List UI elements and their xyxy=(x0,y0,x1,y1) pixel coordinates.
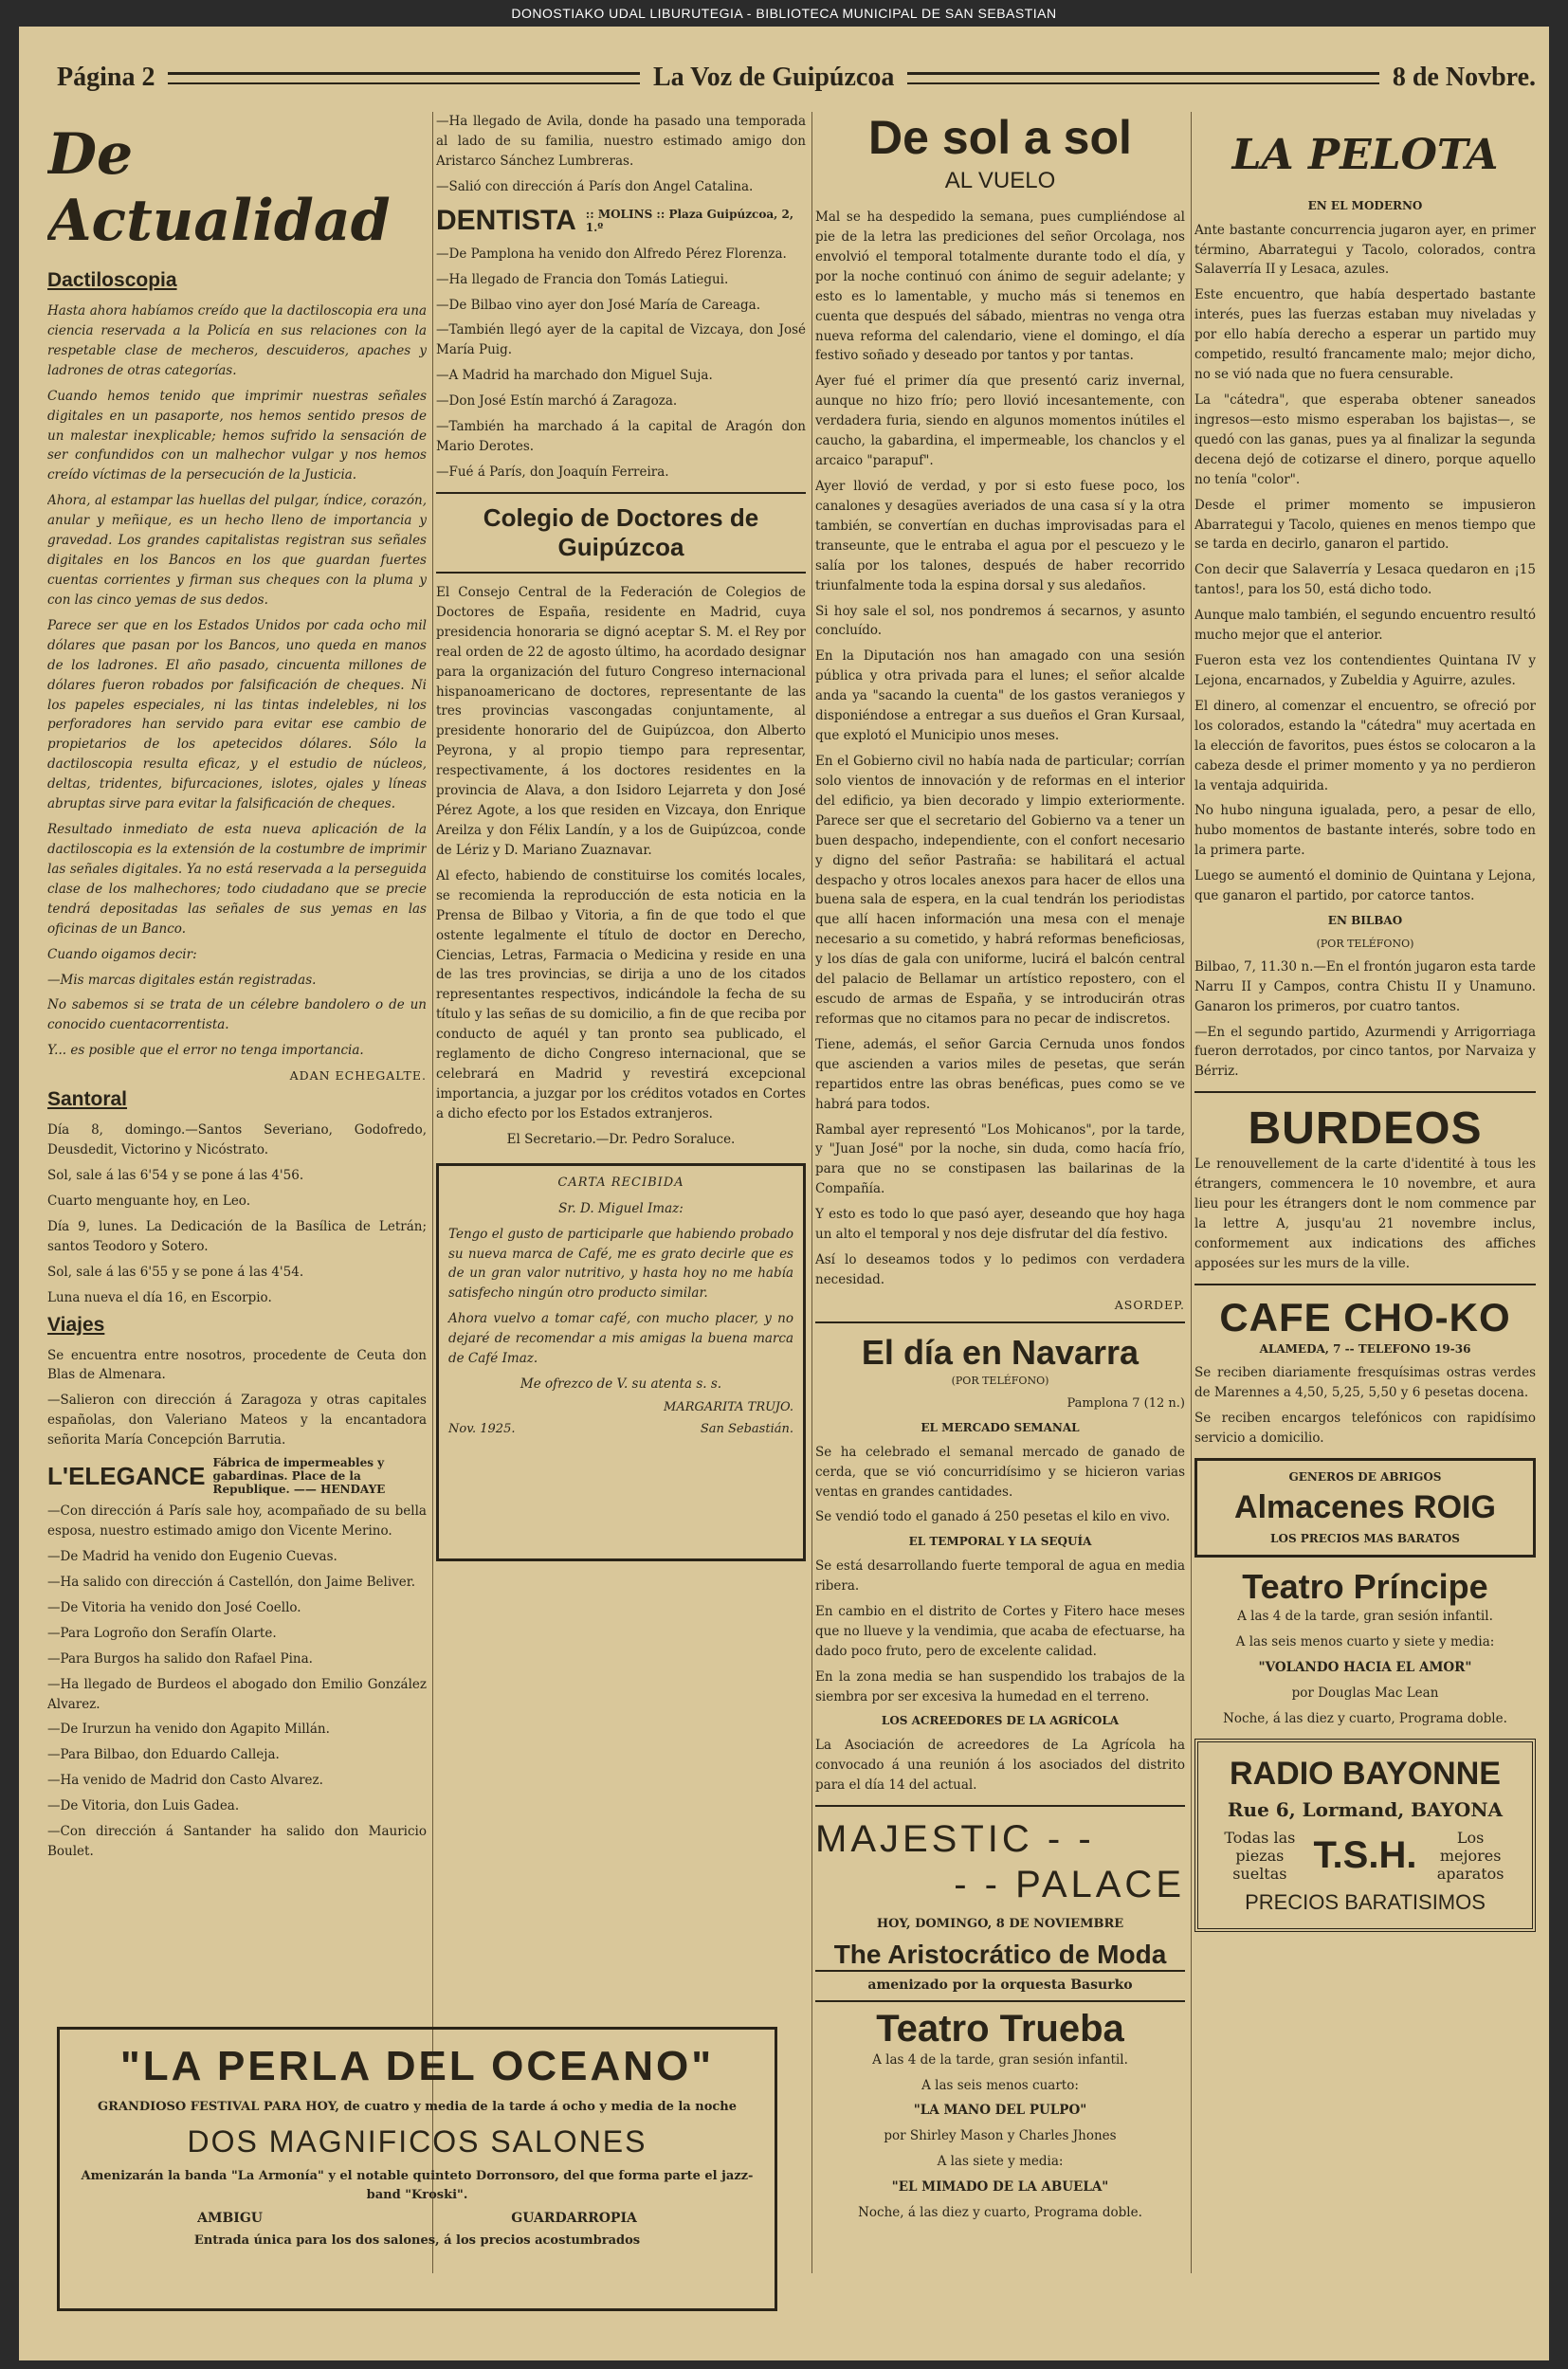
paragraph: —Ha llegado de Francia don Tomás Latiegui. xyxy=(436,271,729,287)
column-2 xyxy=(436,112,806,1998)
paragraph: Me ofrezco de V. su atenta s. s. xyxy=(520,1376,722,1393)
section-title-dactiloscopia: Dactiloscopia xyxy=(47,269,177,291)
divider xyxy=(436,572,806,574)
paragraph: —También llegó ayer de la capital de Vizcaya, don José María Puig. xyxy=(436,322,806,358)
newspaper-page xyxy=(19,27,1549,2360)
paragraph: En la Diputación nos han amagado con una sesión pública y otra privada para el lunes; el señor alcalde anda ya "sacando la cuenta" de los gastos veraniegos y disponiéndose a entregar a sus dueños el Gran Kursaal, que explotó el Municipio unos meses. xyxy=(815,648,1185,744)
paragraph: Se vendió todo el ganado á 250 pesetas el kilo en vivo. xyxy=(815,1509,1171,1525)
perla-salones: DOS MAGNIFICOS SALONES xyxy=(187,2124,647,2159)
page-number: Página 2 xyxy=(57,63,155,92)
paragraph: Se reciben diariamente fresquísimas ostras verdes de Marennes a 4,50, 5,25, 5,50 y 6 pesetas docena. xyxy=(1194,1365,1536,1401)
cafe-choko-title: CAFE CHO-KO xyxy=(1219,1294,1511,1339)
paragraph: Noche, á las diez y cuarto, Programa doble. xyxy=(858,2205,1142,2221)
guardarropia-label: GUARDARROPIA xyxy=(511,2211,637,2227)
perla-services xyxy=(73,2211,761,2226)
paragraph: Ahora vuelvo a tomar café, con mucho placer, y no dejaré de recomendar a mis amigas la buena marca de Café Imaz. xyxy=(448,1311,793,1367)
carta-signature: MARGARITA TRUJO. xyxy=(664,1400,793,1415)
navarra-title: El día en Navarra xyxy=(861,1332,1140,1372)
paragraph: Le renouvellement de la carte d'identité à tous les étrangers, commencera le 10 novembre, et aura lieu pour les étrangers dont le nom commence par la lettre A, jusqu'au 21 novembre inclus, conformement aux indications des affiches apposées sur les murs de la ville. xyxy=(1194,1157,1536,1271)
paragraph: No hubo ninguna igualada, pero, a pesar de ello, hubo momentos de bastante interés, sobre todo en la primera parte. xyxy=(1194,803,1536,859)
paragraph: —Mis marcas digitales están registradas. xyxy=(47,972,317,988)
de-sol-a-sol-title: De sol a sol xyxy=(868,112,1132,164)
paragraph: —Para Bilbao, don Eduardo Calleja. xyxy=(47,1747,280,1763)
archive-banner: DONOSTIAKO UDAL LIBURUTEGIA - BIBLIOTECA MUNICIPAL DE SAN SEBASTIAN xyxy=(511,6,1057,21)
paragraph: Rambal ayer representó "Los Mohicanos", por la tarde, y "Juan José" por la noche, sin duda, como hacía frío, para que no se constipasen las bailarinas de la Compañía. xyxy=(815,1121,1185,1197)
radio-right-text: Los mejores aparatos xyxy=(1436,1828,1504,1883)
trueba-title: Teatro Trueba xyxy=(876,2007,1124,2050)
divider xyxy=(1194,1091,1536,1093)
paragraph: Este encuentro, que había despertado bastante interés, pues las fuerzas estaban muy niveladas y por ello había derecho a esperar un partido muy competido, resultó francamente malo; mejor dicho, no se vió nada que no fuera censurable. xyxy=(1194,287,1536,383)
paragraph: En cambio en el distrito de Cortes y Fitero hace meses que no llueve y la vendimia, que acaba de efectuarse, ha dado poco fruto, pero de excelente calidad. xyxy=(815,1603,1185,1659)
carta-date: Nov. 1925. xyxy=(448,1422,516,1437)
paragraph: —Ha llegado de Burdeos el abogado don Emilio González Alvarez. xyxy=(47,1676,427,1712)
column-1 xyxy=(47,112,427,1998)
elegance-logo: L'ELEGANCE xyxy=(47,1461,206,1490)
dentista-title: DENTISTA xyxy=(436,204,576,236)
radio-bayonne-ad xyxy=(1194,1739,1536,1932)
paragraph: Al efecto, habiendo de constituirse los comités locales, se recomienda la reproducción de esta noticia en la Prensa de Bilbao y Vitoria, a fin de que todo el que ostente legalmente el título de doctor en Derecho, Ciencias, Letras, Farmacia o Medicina y reside en una de las tres provincias, se dirija a uno de los citados representantes respectivos, indicándole la fecha de su título y las señas de su domicilio, a fin de que reciba por conducto de aquél y tan pronto sea publicado, el reglamento de dicho Congreso internacional, que se celebrará en Madrid y revestirá excepcional importancia, a juzgar por los créditos votados en Cortes a dicho efecto por los Estados extranjeros. xyxy=(436,867,806,1121)
film-title: "LA MANO DEL PULPO" xyxy=(913,2103,1087,2119)
paragraph: Se reciben encargos telefónicos con rapidísimo servicio a domicilio. xyxy=(1194,1411,1536,1447)
column-3 xyxy=(815,112,1185,2359)
paragraph: —De Madrid ha venido don Eugenio Cuevas. xyxy=(47,1549,337,1565)
elegance-text: Fábrica de impermeables y gabardinas. Place de la Republique. —— HENDAYE xyxy=(212,1456,386,1497)
issue-date: 8 de Novbre. xyxy=(1392,63,1537,92)
paragraph: Sol, sale á las 6'54 y se pone á las 4'56. xyxy=(47,1168,304,1184)
paragraph: —También ha marchado á la capital de Aragón don Mario Derotes. xyxy=(436,419,806,455)
radio-bottom-text: PRECIOS BARATISIMOS xyxy=(1245,1889,1486,1914)
paragraph: —Salieron con dirección á Zaragoza y otras capitales españolas, don Valeriano Mateos y la encantadora señorita María Concepción Barrutia. xyxy=(47,1393,427,1449)
paragraph: Aunque malo también, el segundo encuentro resultó mucho mejor que el anterior. xyxy=(1194,608,1536,644)
navarra-subhead: LOS ACREEDORES DE LA AGRÍCOLA xyxy=(881,1714,1120,1728)
section-subhead: EN BILBAO xyxy=(1327,914,1403,928)
radio-left-text: Todas las piezas sueltas xyxy=(1224,1828,1296,1883)
divider xyxy=(436,492,806,494)
paragraph: Parece ser que en los Estados Unidos por cada ocho mil dólares que pasan por los Bancos, uno queda en manos de los ladrones. El año pasado, cincuenta millones de dólares fueron robados por falsificación de cheques. Ni los papeles especiales, ni las tintas indelebles, ni los perforadores han servido para evitar ese cambio de propietarios de los apetecidos dólares. Sólo la dactiloscopia resulta eficaz, y el estudio de núcleos, deltas, tridentes, bifurcaciones, islotes, ojales y líneas abruptas sirve para evitar la falsificación de cheques. xyxy=(47,617,427,812)
paragraph: El dinero, al comenzar el encuentro, se ofreció por los colorados, estando la "cátedra" muy acertada en la elección de favoritos, pues éstos se colocaron a la cabeza desde el primer momento y ya no perdieron la ventaja adquirida. xyxy=(1194,698,1536,793)
paragraph: Cuarto menguante hoy, en Leo. xyxy=(47,1193,250,1209)
paragraph: En el Gobierno civil no había nada de particular; corrían solo vientos de innovación y de reformas en el interior del edificio, ya bien decorado y limpio exteriormente. Parece ser que el secretario del Gobierno va a tener un buen despacho, independiente, con el confort necesario y digno del señor Pastraña: se habilitará el actual despacho y otros locales anexos para hacer de ellos una buena sala de espera, en la cual tendrán los periodistas que allí hacen información una mesa con el menaje necesario a su cometido, y habrá reformas beneficiosas, y los días de gala con uniforme, lucirá el balcón central del palacio de Bellamar un artístico repostero, con el escudo de armas de España, y se introducirán otras reformas que no citamos para no pecar de indiscretos. xyxy=(815,753,1185,1027)
paragraph: Cuando oigamos decir: xyxy=(47,946,197,962)
newspaper-title: La Voz de Guipúzcoa xyxy=(652,63,895,92)
paragraph: —De Bilbao vino ayer don José María de Careaga. xyxy=(436,297,760,313)
paragraph: —Fué á París, don Joaquín Ferreira. xyxy=(436,464,669,480)
paragraph: por Shirley Mason y Charles Jhones xyxy=(884,2128,1117,2144)
radio-address: Rue 6, Lormand, BAYONA xyxy=(1227,1797,1504,1821)
paragraph: —De Irurzun ha venido don Agapito Millán. xyxy=(47,1722,330,1738)
paragraph: —Ha llegado de Avila, donde ha pasado una temporada al lado de su familia, nuestro estimado amigo don Aristarco Sánchez Lumbreras. xyxy=(436,114,806,169)
section-subhead: EN EL MODERNO xyxy=(1307,199,1423,212)
paragraph: Ahora, al estampar las huellas del pulgar, índice, corazón, anular y meñique, es un hecho lleno de importancia y gravedad. Los grandes capitalistas registran sus señales digitales en los Bancos en los que guardan fuertes cuentas corrientes y firman sus cheques con la pluma y con las cinco yemas de sus dedos. xyxy=(47,493,427,608)
paragraph: Bilbao, 7, 11.30 n.—En el frontón jugaron esta tarde Narru II y Campos, contra Chistu II y Unamuno. Ganaron los primeros, por cuatro tantos. xyxy=(1194,958,1536,1014)
paragraph: Fueron esta vez los contendientes Quintana IV y Lejona, encarnados, y Zubeldia y Aguirre, azules. xyxy=(1194,653,1536,688)
secretary-signature: El Secretario.—Dr. Pedro Soraluce. xyxy=(506,1131,736,1147)
divider xyxy=(815,1805,1185,1807)
header-rule xyxy=(907,72,1379,84)
navarra-tel: (POR TELÉFONO) xyxy=(951,1374,1049,1387)
roig-bottom-text: LOS PRECIOS MAS BARATOS xyxy=(1270,1532,1460,1546)
majestic-date: HOY, DOMINGO, 8 DE NOVIEMBRE xyxy=(876,1916,1124,1931)
navarra-date: Pamplona 7 (12 n.) xyxy=(1067,1395,1185,1411)
paragraph: Y... es posible que el error no tenga importancia. xyxy=(47,1043,364,1059)
paragraph: A las seis menos cuarto y siete y media: xyxy=(1235,1634,1495,1649)
paragraph: Noche, á las diez y cuarto, Programa doble. xyxy=(1223,1710,1507,1726)
paragraph: —Ha salido con dirección á Castellón, don Jaime Beliver. xyxy=(47,1574,416,1590)
paragraph: Día 9, lunes. La Dedicación de la Basílica de Letrán; santos Teodoro y Sotero. xyxy=(47,1218,427,1254)
ambigu-label: AMBIGU xyxy=(197,2211,264,2227)
carta-footer xyxy=(448,1422,793,1436)
column-4 xyxy=(1194,112,1536,2359)
column-rule xyxy=(811,112,812,2273)
paragraph: Se encuentra entre nosotros, procedente de Ceuta don Blas de Almenara. xyxy=(47,1347,427,1383)
paragraph: —Ha venido de Madrid don Casto Alvarez. xyxy=(47,1773,323,1789)
radio-title: RADIO BAYONNE xyxy=(1230,1755,1501,1792)
principe-title: Teatro Príncipe xyxy=(1242,1567,1488,1607)
paragraph: Tiene, además, el señor Garcia Cernuda unos fondos que ascienden a varios miles de pesetas, que serán repartidos entre las obras benéficas, pues como se ve habrá para todos. xyxy=(815,1036,1185,1112)
burdeos-title: BURDEOS xyxy=(1248,1103,1483,1155)
de-actualidad-logo: De Actualidad xyxy=(47,121,391,254)
divider xyxy=(1194,1284,1536,1285)
film-title: "VOLANDO HACIA EL AMOR" xyxy=(1258,1659,1472,1675)
section-title-viajes: Viajes xyxy=(47,1313,105,1336)
paragraph: No sabemos si se trata de un célebre bandolero o de un conocido cuentacorrentista. xyxy=(47,997,427,1033)
roig-top-text: GENEROS DE ABRIGOS xyxy=(1288,1470,1442,1485)
paragraph: Resultado inmediato de esta nueva aplicación de la dactiloscopia es la extensión de la costumbre de imprimir las señales digitales. Ya no está reservada a la perseguida clase de los malhechores; todo ciudadano que se precie tendrá depositadas las señales de sus yemas en las oficinas de un Banco. xyxy=(47,822,427,937)
paragraph: Se está desarrollando fuerte temporal de agua en media ribera. xyxy=(815,1558,1185,1594)
paragraph: Si hoy sale el sol, nos pondremos á secarnos, y asunto concluído. xyxy=(815,603,1185,639)
almacenes-roig-ad xyxy=(1194,1458,1536,1558)
paragraph: —Don José Estín marchó á Zaragoza. xyxy=(436,393,678,410)
author-signature: ADAN ECHEGALTE. xyxy=(289,1068,427,1084)
paragraph: Cuando hemos tenido que imprimir nuestras señales digitales en un pasaporte, nos hemos sentido presos de un malestar inexplicable; hemos sufrido la sensación de ser confundidos con un malhechor vulgar y nos hemos creído víctimas de la persecución de la Justicia. xyxy=(47,388,427,483)
colegio-title: Colegio de Doctores de Guipúzcoa xyxy=(483,502,759,561)
dentista-ad xyxy=(436,205,806,237)
paragraph: Ante bastante concurrencia jugaron ayer, en primer término, Abarrategui y Tacolo, colorados, contra Salaverría II y Lesaca, azules. xyxy=(1194,222,1536,278)
paragraph: Ayer fué el primer día que presentó cariz invernal, aunque no hizo frío; pero llovió incesantemente, con verdadera furia, siendo en algunos momentos inútiles el caucho, la gabardina, el impermeable, los chanclos y el arcaico "parapuf". xyxy=(815,374,1185,469)
paragraph: A las 4 de la tarde, gran sesión infantil. xyxy=(1237,1609,1493,1625)
paragraph: Día 8, domingo.—Santos Severiano, Godofredo, Deusdedit, Victorino y Nicóstrato. xyxy=(47,1122,427,1158)
cafe-address: ALAMEDA, 7 -- TELEFONO 19-36 xyxy=(1259,1341,1471,1356)
page-header xyxy=(57,59,1536,97)
paragraph: —De Pamplona ha venido don Alfredo Pérez Florenza. xyxy=(436,246,787,262)
author-signature: ASORDEP. xyxy=(1114,1297,1185,1312)
dentista-address: :: MOLINS :: Plaza Guipúzcoa, 2, 1.º xyxy=(585,207,794,234)
paragraph: —De Vitoria ha venido don José Coello. xyxy=(47,1599,301,1615)
paragraph: —De Vitoria, don Luis Gadea. xyxy=(47,1798,240,1814)
paragraph: Desde el primer momento se impusieron Abarrategui y Tacolo, quienes en menos tiempo que se tarda en decirlo, ganaron el partido. xyxy=(1194,497,1536,553)
paragraph: A las 4 de la tarde, gran sesión infantil. xyxy=(872,2051,1128,2068)
roig-title: Almacenes ROIG xyxy=(1234,1489,1496,1526)
paragraph: —Con dirección á París sale hoy, acompañado de su bella esposa, nuestro estimado amigo don Vicente Merino. xyxy=(47,1503,427,1540)
paragraph: —En el segundo partido, Azurmendi y Arrigorriaga fueron derrotados, por cinco tantos, por Narvaiza y Bérriz. xyxy=(1194,1024,1536,1080)
paragraph: La Asociación de acreedores de La Agrícola ha convocado á una reunión á los asociados del distrito para el día 14 del actual. xyxy=(815,1738,1185,1793)
tsh-logo: T.S.H. xyxy=(1313,1833,1417,1876)
paragraph: Y esto es todo lo que pasó ayer, deseando que hoy haga un alto el temporal y nos deje disfrutar del día festivo. xyxy=(815,1207,1185,1243)
carta-title: CARTA RECIBIDA xyxy=(557,1175,684,1190)
majestic-show: The Aristocrático de Moda xyxy=(833,1939,1167,1969)
column-rule xyxy=(432,112,433,2273)
paragraph: Luego se aumentó el dominio de Quintana y Lejona, que ganaron el partido, por catorce tantos. xyxy=(1194,868,1536,904)
paragraph: Amenizarán la banda "La Armonía" y el notable quinteto Dorronsoro, del que forma parte el jazz-band "Kroski". xyxy=(81,2169,754,2203)
majestic-line-2: - - PALACE xyxy=(954,1863,1185,1905)
carta-recibida-box xyxy=(436,1163,806,1561)
column-rule xyxy=(1191,112,1192,2273)
carta-recipient: Sr. D. Miguel Imaz: xyxy=(558,1200,684,1216)
paragraph: —A Madrid ha marchado don Miguel Suja. xyxy=(436,368,713,384)
paragraph: Tengo el gusto de participarle que habiendo probado su nueva marca de Café, me es grato decirle que es de un gran valor nutritivo, y hasta hoy no me había satisfecho ningún otro producto similar. xyxy=(448,1226,793,1302)
divider xyxy=(815,1321,1185,1323)
radio-middle xyxy=(1212,1829,1519,1883)
navarra-subhead: EL TEMPORAL Y LA SEQUÍA xyxy=(908,1535,1092,1549)
paragraph: Así lo deseamos todos y lo pedimos con verdadera necesidad. xyxy=(815,1252,1185,1288)
paragraph: por Douglas Mac Lean xyxy=(1291,1685,1439,1701)
paragraph: Con decir que Salaverría y Lesaca quedaron en ¡15 tantos!, para los 50, está dicho todo. xyxy=(1194,562,1536,598)
la-pelota-logo: LA PELOTA xyxy=(1231,130,1499,179)
paragraph: Ayer llovió de verdad, y por si esto fuese poco, los canalones y desagües averiados de una casa sí y la otra también, se convertían en duchas improvisadas para el transeunte, que le entraba el agua por el pescuezo y le salía por los talones, después de haber recorrido triunfalmente toda la espina dorsal y sus aledaños. xyxy=(815,478,1185,593)
header-rule xyxy=(168,72,640,84)
paragraph: Hasta ahora habíamos creído que la dactiloscopia era una ciencia reservada a la Policía en sus relaciones con la respetable clase de mecheros, descuideros, apaches y ladrones de otras categorías. xyxy=(47,303,427,378)
section-title-santoral: Santoral xyxy=(47,1088,128,1111)
elegance-ad xyxy=(47,1456,427,1496)
majestic-band: amenizado por la orquesta Basurko xyxy=(815,1970,1185,2002)
paragraph: A las siete y media: xyxy=(937,2154,1064,2170)
paragraph: La "cátedra", que esperaba obtener saneados ingresos—esto mismo esperaban los bajistas—, se quedó con las ganas, pues ya al finalizar la segunda decena dejó de cotizarse el dinero, porque aquello no tenía "color". xyxy=(1194,392,1536,487)
section-subhead: (POR TELÉFONO) xyxy=(1316,937,1414,950)
al-vuelo-subtitle: AL VUELO xyxy=(944,168,1056,193)
la-perla-ad xyxy=(57,2027,777,2311)
paragraph: Se ha celebrado el semanal mercado de ganado de cerda, que se vió concurridísimo y se hicieron varias ventas en grandes cantidades. xyxy=(815,1444,1185,1500)
paragraph: Mal se ha despedido la semana, pues cumpliéndose al pie de la letra las prediciones del señor Orcolaga, nos envolvió el temporal totalmente durante todo el día, y por la noche continuó con ánimo de seguir adelante; y esto es lo lamentable, y mucho más si tenemos en cuenta que después del sábado, mientras no venga otra nueva reforma del calendario, viene el domingo, el día festivo soñado y deseado por tantos y por tantas. xyxy=(815,210,1185,364)
film-title: "EL MIMADO DE LA ABUELA" xyxy=(891,2179,1109,2196)
paragraph: En la zona media se han suspendido los trabajos de la siembra por ser excesiva la humedad en el terreno. xyxy=(815,1668,1185,1704)
majestic-line-1: MAJESTIC - - xyxy=(815,1817,1095,1860)
paragraph: Entrada única para los dos salones, á los precios acostumbrados xyxy=(193,2233,641,2249)
paragraph: Luna nueva el día 16, en Escorpio. xyxy=(47,1289,272,1305)
navarra-subhead: EL MERCADO SEMANAL xyxy=(921,1421,1080,1435)
paragraph: —Para Burgos ha salido don Rafael Pina. xyxy=(47,1650,313,1667)
carta-place: San Sebastián. xyxy=(700,1422,793,1437)
paragraph: Sol, sale á las 6'55 y se pone á las 4'54. xyxy=(47,1264,304,1280)
paragraph: —Con dirección á Santander ha salido don Mauricio Boulet. xyxy=(47,1824,427,1860)
paragraph: —Salió con dirección á París don Angel Catalina. xyxy=(436,178,754,194)
paragraph: —Para Logroño don Serafín Olarte. xyxy=(47,1625,277,1641)
paragraph: GRANDIOSO FESTIVAL PARA HOY, de cuatro y media de la tarde á ocho y media de la noche xyxy=(97,2100,738,2114)
perla-title: "LA PERLA DEL OCEANO" xyxy=(119,2043,715,2089)
paragraph: A las seis menos cuarto: xyxy=(921,2077,1079,2093)
paragraph: El Consejo Central de la Federación de Colegios de Doctores de España, residente en Madrid, cuya presidencia honoraria se dignó aceptar S. M. el Rey por real orden de 22 de agosto último, ha acordado designar para la organización del futuro Congreso internacional hispanoamericano de doctores, representante de las tres provincias vascongadas conjuntamente, al presidente honorario del de Guipúzcoa, don Alberto Peyrona, y al propio tiempo para representar, respectivamente, á los doctores residentes en la provincia de Alava, a don Isidoro Lejarreta y don José Pérez Agote, a los que residen en Vizcaya, don Enrique Areilza y don Félix Landín, y a los de Guipúzcoa, conde de Lériz y D. Mariano Zuaznavar. xyxy=(436,584,806,858)
